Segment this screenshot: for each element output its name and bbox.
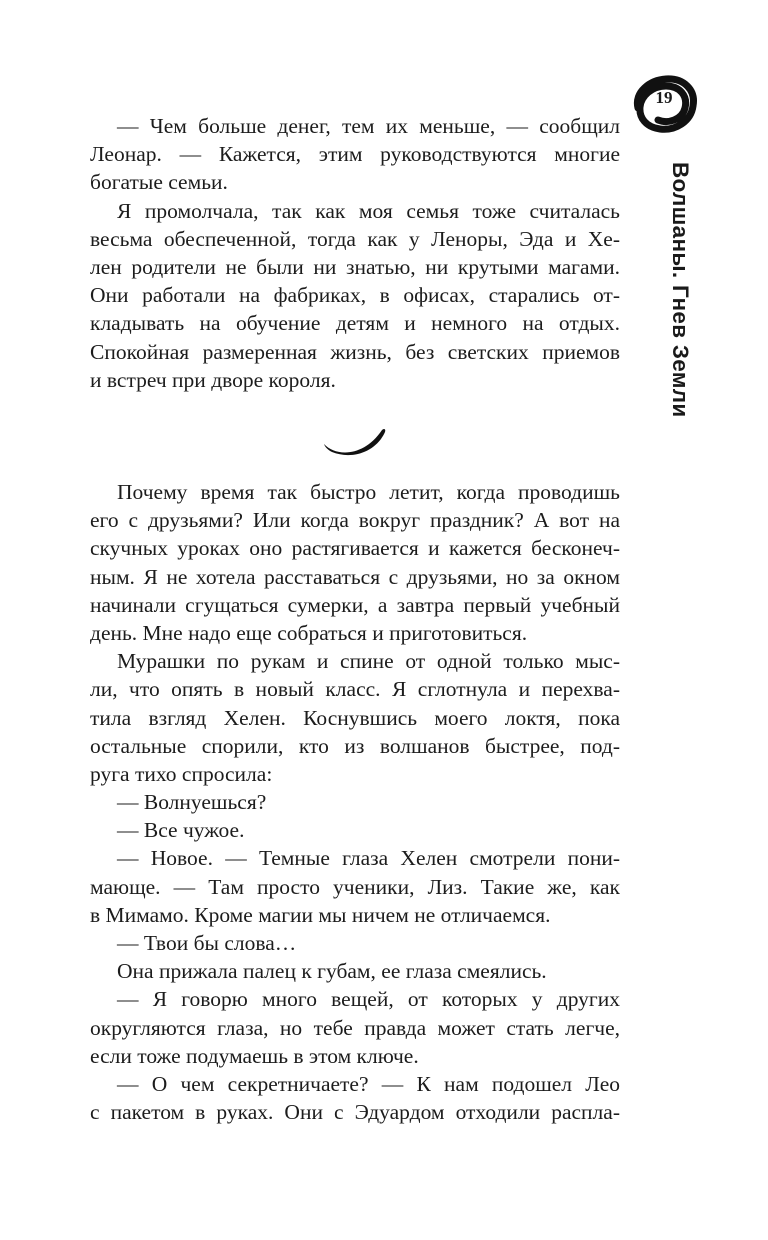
paragraph (90, 957, 620, 985)
text-line: Она прижала палец к губам, ее глаза смеялись. (117, 959, 547, 984)
text-line: лен родители не были ни знатью, ни крутыми магами. (90, 254, 620, 279)
text-section-top (90, 112, 620, 394)
text-line: — Все чужое. (117, 818, 245, 843)
text-section-bottom (90, 478, 620, 1126)
text-line: и встреч при дворе короля. (90, 367, 336, 392)
paragraph (90, 197, 620, 394)
text-line: скучных уроках оно растягивается и кажется бесконеч- (90, 536, 620, 561)
text-line: остальные спорили, кто из волшанов быстрее, под- (90, 733, 620, 758)
text-line: ным. Я не хотела расставаться с друзьями, но за окном (90, 564, 620, 589)
text-line: Почему время так быстро летит, когда проводишь (117, 480, 620, 504)
text-line: — О чем секретничаете? — К нам подошел Лео (117, 1071, 620, 1096)
text-line: весьма обеспеченной, тогда как у Леноры, Эда и Хе- (90, 226, 620, 251)
text-line: кладывать на обучение детям и немного на отдых. (90, 311, 620, 336)
text-line: — Новое. — Темные глаза Хелен смотрели пони- (117, 846, 620, 871)
text-line: — Чем больше денег, тем их меньше, — сообщил (117, 114, 620, 138)
text-line: в Мимамо. Кроме магии мы ничем не отличаемся. (90, 902, 551, 927)
text-line: Я промолчала, так как моя семья тоже считалась (117, 198, 620, 223)
paragraph (90, 985, 620, 1070)
paragraph (90, 816, 620, 844)
text-line: с пакетом в руках. Они с Эдуардом отходили распла- (90, 1100, 620, 1125)
text-line: Мурашки по рукам и спине от одной только мыс- (117, 649, 620, 674)
text-line: Леонар. — Кажется, этим руководствуются многие (90, 142, 620, 167)
text-line: ли, что опять в новый класс. Я сглотнула и перехва- (90, 677, 620, 702)
text-line: руга тихо спросила: (90, 761, 273, 786)
text-line: — Я говорю много вещей, от которых у других (117, 987, 620, 1012)
text-line: день. Мне надо еще собраться и приготовиться. (90, 620, 528, 645)
paragraph (90, 112, 620, 197)
text-line: тила взгляд Хелен. Коснувшись моего локтя, пока (90, 705, 620, 730)
text-line: начинали сгущаться сумерки, а завтра первый учебный (90, 592, 620, 617)
text-line: — Твои бы слова… (117, 931, 297, 955)
text-line: мающе. — Там просто ученики, Лиз. Такие же, как (90, 874, 620, 899)
text-line: — Волнуешься? (117, 790, 267, 815)
text-line: Спокойная размеренная жизнь, без светских приемов (90, 339, 620, 364)
text-line: если тоже подумаешь в этом ключе. (90, 1043, 419, 1068)
paragraph (90, 1070, 620, 1126)
paragraph (90, 929, 620, 957)
paragraph (90, 478, 620, 647)
paragraph (90, 647, 620, 788)
page-number: 19 (655, 88, 673, 107)
crescent-separator-icon (322, 424, 386, 458)
running-title: Волшаны. Гнев Земли (668, 162, 693, 418)
text-line: богатые семьи. (90, 170, 228, 195)
text-line: Они работали на фабриках, в офисах, старались от- (90, 283, 620, 308)
paragraph (90, 844, 620, 929)
text-line: его с друзьями? Или когда вокруг праздник? А вот на (90, 508, 620, 533)
text-line: округляются глаза, но тебе правда может стать легче, (90, 1015, 620, 1040)
paragraph (90, 788, 620, 816)
